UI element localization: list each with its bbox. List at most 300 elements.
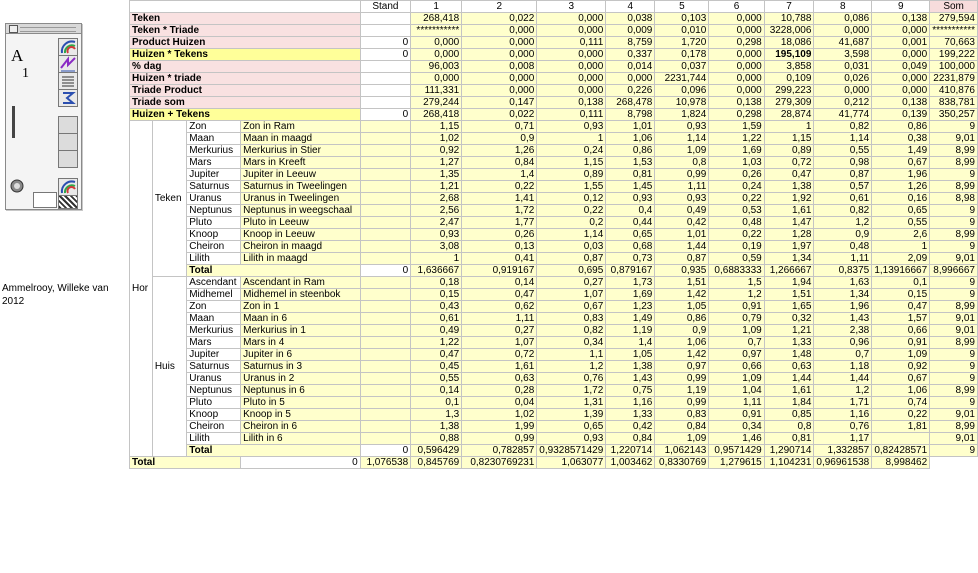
sigma-tool-icon[interactable] bbox=[58, 89, 78, 107]
value-cell[interactable]: 3,598 bbox=[814, 49, 872, 61]
value-cell[interactable]: 279,244 bbox=[411, 97, 462, 109]
placement-desc[interactable]: Knoop in Leeuw bbox=[241, 229, 360, 241]
value-cell[interactable]: 1,11 bbox=[655, 181, 709, 193]
value-cell[interactable]: 0,68 bbox=[606, 241, 655, 253]
value-cell[interactable]: 1,43 bbox=[606, 373, 655, 385]
value-cell[interactable]: 0,026 bbox=[814, 73, 872, 85]
value-cell[interactable]: 0,009 bbox=[606, 25, 655, 37]
value-cell[interactable]: 0,92 bbox=[411, 145, 462, 157]
value-cell[interactable]: 0,000 bbox=[709, 13, 764, 25]
value-cell[interactable]: 0,1 bbox=[411, 397, 462, 409]
placement-desc[interactable]: Mars in Kreeft bbox=[241, 157, 360, 169]
value-cell[interactable]: 0,000 bbox=[462, 85, 537, 97]
value-cell[interactable]: 10,978 bbox=[655, 97, 709, 109]
value-cell[interactable]: 0,15 bbox=[411, 289, 462, 301]
value-cell[interactable]: 0,87 bbox=[814, 169, 872, 181]
color-arc-icon[interactable] bbox=[58, 178, 78, 196]
value-cell[interactable]: 3,08 bbox=[411, 241, 462, 253]
value-cell[interactable]: 1 bbox=[872, 241, 930, 253]
value-cell[interactable]: 0,22 bbox=[537, 205, 606, 217]
value-cell[interactable]: 0,16 bbox=[872, 193, 930, 205]
value-cell[interactable]: 41,687 bbox=[814, 37, 872, 49]
value-cell[interactable]: 0,65 bbox=[606, 229, 655, 241]
value-cell[interactable]: 1,16 bbox=[814, 409, 872, 421]
value-cell[interactable]: 0,48 bbox=[814, 241, 872, 253]
blank-tool-icon-2[interactable] bbox=[58, 133, 78, 151]
value-cell[interactable]: 0,84 bbox=[655, 421, 709, 433]
stand-cell[interactable]: 0 bbox=[360, 37, 411, 49]
value-cell[interactable]: 0,79 bbox=[709, 313, 764, 325]
value-cell[interactable]: 0,147 bbox=[462, 97, 537, 109]
value-cell[interactable]: 0,87 bbox=[537, 253, 606, 265]
tool-palette[interactable] bbox=[5, 23, 82, 210]
value-cell[interactable]: 0,53 bbox=[709, 205, 764, 217]
value-cell[interactable]: 0,13 bbox=[462, 241, 537, 253]
value-cell[interactable]: 1,2 bbox=[814, 217, 872, 229]
som-cell[interactable]: 9 bbox=[930, 217, 978, 229]
value-cell[interactable]: 1,84 bbox=[764, 397, 814, 409]
stand-cell[interactable] bbox=[360, 361, 411, 373]
placement-desc[interactable]: Merkurius in 1 bbox=[241, 325, 360, 337]
stand-cell[interactable] bbox=[360, 121, 411, 133]
value-cell[interactable]: 1,11 bbox=[709, 397, 764, 409]
stand-cell[interactable] bbox=[360, 289, 411, 301]
value-cell[interactable]: 0,47 bbox=[462, 289, 537, 301]
value-cell[interactable]: 1 bbox=[537, 133, 606, 145]
value-cell[interactable]: 1,42 bbox=[655, 289, 709, 301]
value-cell[interactable]: 0,010 bbox=[655, 25, 709, 37]
stand-cell[interactable] bbox=[360, 337, 411, 349]
value-cell[interactable]: 0,57 bbox=[814, 181, 872, 193]
placement-desc[interactable]: Jupiter in 6 bbox=[241, 349, 360, 361]
value-cell[interactable]: 0,014 bbox=[606, 61, 655, 73]
value-cell[interactable]: 1,44 bbox=[814, 373, 872, 385]
som-cell[interactable]: 410,876 bbox=[930, 85, 978, 97]
stand-cell[interactable] bbox=[360, 409, 411, 421]
value-cell[interactable]: 0,61 bbox=[411, 313, 462, 325]
value-cell[interactable]: 0,72 bbox=[462, 349, 537, 361]
som-cell[interactable]: 838,781 bbox=[930, 97, 978, 109]
value-cell[interactable]: 0,91 bbox=[709, 301, 764, 313]
value-cell[interactable]: 0,34 bbox=[709, 421, 764, 433]
value-cell[interactable]: 0,000 bbox=[872, 25, 930, 37]
value-cell[interactable]: 1,51 bbox=[764, 289, 814, 301]
som-cell[interactable]: 9 bbox=[930, 169, 978, 181]
value-cell[interactable]: 1,69 bbox=[606, 289, 655, 301]
som-cell[interactable]: 9 bbox=[930, 241, 978, 253]
value-cell[interactable]: 0,86 bbox=[872, 121, 930, 133]
value-cell[interactable]: 1,07 bbox=[462, 337, 537, 349]
value-cell[interactable]: 0,000 bbox=[537, 61, 606, 73]
som-cell[interactable]: 9 bbox=[930, 121, 978, 133]
value-cell[interactable]: 0,71 bbox=[462, 121, 537, 133]
blank-tool-icon-3[interactable] bbox=[58, 150, 78, 168]
value-cell[interactable]: 0,47 bbox=[872, 301, 930, 313]
som-cell[interactable]: 8,99 bbox=[930, 181, 978, 193]
value-cell[interactable]: 0,48 bbox=[709, 217, 764, 229]
stand-cell[interactable] bbox=[360, 433, 411, 445]
value-cell[interactable]: 0,81 bbox=[606, 169, 655, 181]
value-cell[interactable]: 1,59 bbox=[709, 121, 764, 133]
som-cell[interactable]: 9,01 bbox=[930, 325, 978, 337]
value-cell[interactable]: 0,26 bbox=[709, 169, 764, 181]
value-cell[interactable]: 0,000 bbox=[411, 73, 462, 85]
value-cell[interactable]: 1,49 bbox=[872, 145, 930, 157]
stand-cell[interactable] bbox=[360, 253, 411, 265]
value-cell[interactable]: 8,759 bbox=[606, 37, 655, 49]
value-cell[interactable]: 0,93 bbox=[411, 229, 462, 241]
value-cell[interactable]: 1,28 bbox=[764, 229, 814, 241]
placement-desc[interactable]: Saturnus in Tweelingen bbox=[241, 181, 360, 193]
placement-desc[interactable]: Jupiter in Leeuw bbox=[241, 169, 360, 181]
value-cell[interactable]: 0,000 bbox=[872, 49, 930, 61]
value-cell[interactable]: 1,57 bbox=[872, 313, 930, 325]
value-cell[interactable]: 0,24 bbox=[537, 145, 606, 157]
value-cell[interactable]: 0,81 bbox=[764, 433, 814, 445]
value-cell[interactable]: 0,138 bbox=[709, 97, 764, 109]
text-tool-icon[interactable]: A bbox=[11, 46, 24, 65]
value-cell[interactable]: 1 bbox=[411, 253, 462, 265]
value-cell[interactable]: 0,96 bbox=[814, 337, 872, 349]
value-cell[interactable]: 28,874 bbox=[764, 109, 814, 121]
value-cell[interactable]: 0,55 bbox=[814, 145, 872, 157]
value-cell[interactable]: 0,47 bbox=[411, 349, 462, 361]
value-cell[interactable]: 1,3 bbox=[411, 409, 462, 421]
palette-drag-handle[interactable] bbox=[20, 27, 76, 32]
stand-cell[interactable] bbox=[360, 313, 411, 325]
value-cell[interactable]: 1,23 bbox=[606, 301, 655, 313]
stand-cell[interactable] bbox=[360, 181, 411, 193]
value-cell[interactable]: 0,97 bbox=[655, 361, 709, 373]
value-cell[interactable]: 0,82 bbox=[814, 121, 872, 133]
value-cell[interactable]: 1,46 bbox=[709, 433, 764, 445]
value-cell[interactable]: 1,720 bbox=[655, 37, 709, 49]
value-cell[interactable]: 0,93 bbox=[606, 193, 655, 205]
value-cell[interactable]: 1,71 bbox=[814, 397, 872, 409]
stand-cell[interactable] bbox=[360, 145, 411, 157]
value-cell[interactable]: 0,031 bbox=[814, 61, 872, 73]
placement-desc[interactable]: Neptunus in weegschaal bbox=[241, 205, 360, 217]
value-cell[interactable]: 1,04 bbox=[709, 385, 764, 397]
value-cell[interactable]: 0,83 bbox=[655, 409, 709, 421]
value-cell[interactable]: 0,82 bbox=[814, 205, 872, 217]
value-cell[interactable]: 0,22 bbox=[872, 409, 930, 421]
value-cell[interactable]: 1,69 bbox=[709, 145, 764, 157]
value-cell[interactable]: 1,72 bbox=[462, 205, 537, 217]
value-cell[interactable]: 0,18 bbox=[411, 277, 462, 289]
stand-cell[interactable] bbox=[360, 61, 411, 73]
value-cell[interactable]: 0,226 bbox=[606, 85, 655, 97]
stand-cell[interactable] bbox=[360, 217, 411, 229]
value-cell[interactable]: 3,858 bbox=[764, 61, 814, 73]
value-cell[interactable]: 1,96 bbox=[872, 169, 930, 181]
value-cell[interactable]: 0,14 bbox=[462, 277, 537, 289]
value-cell[interactable]: 1,55 bbox=[537, 181, 606, 193]
value-cell[interactable]: 1,63 bbox=[814, 277, 872, 289]
value-cell[interactable]: 0,037 bbox=[655, 61, 709, 73]
value-cell[interactable]: 0,000 bbox=[872, 73, 930, 85]
value-cell[interactable]: 0,109 bbox=[764, 73, 814, 85]
value-cell[interactable]: 0,111 bbox=[537, 37, 606, 49]
value-cell[interactable]: 1,14 bbox=[814, 133, 872, 145]
value-cell[interactable]: 0,9 bbox=[462, 133, 537, 145]
value-cell[interactable]: 1,31 bbox=[537, 397, 606, 409]
value-cell[interactable]: 0,9 bbox=[814, 229, 872, 241]
value-cell[interactable]: 2,56 bbox=[411, 205, 462, 217]
fill-bucket-icon[interactable] bbox=[9, 178, 29, 197]
stand-cell[interactable]: 0 bbox=[360, 109, 411, 121]
value-cell[interactable]: 0,93 bbox=[537, 121, 606, 133]
value-cell[interactable]: 1,09 bbox=[709, 325, 764, 337]
value-cell[interactable]: 1 bbox=[764, 121, 814, 133]
value-cell[interactable]: 1,5 bbox=[709, 277, 764, 289]
value-cell[interactable]: 1,21 bbox=[764, 325, 814, 337]
value-cell[interactable]: 0,67 bbox=[872, 373, 930, 385]
value-cell[interactable]: 268,418 bbox=[411, 109, 462, 121]
som-cell[interactable]: 8,98 bbox=[930, 193, 978, 205]
value-cell[interactable]: 0,022 bbox=[462, 109, 537, 121]
value-cell[interactable]: 1,02 bbox=[462, 409, 537, 421]
value-cell[interactable]: 0,66 bbox=[709, 361, 764, 373]
hatch-pattern-icon[interactable] bbox=[58, 195, 78, 209]
stand-cell[interactable] bbox=[360, 25, 411, 37]
value-cell[interactable]: 0,34 bbox=[537, 337, 606, 349]
placement-desc[interactable]: Pluto in Leeuw bbox=[241, 217, 360, 229]
value-cell[interactable]: 1,34 bbox=[764, 253, 814, 265]
pen-tool-icon[interactable] bbox=[12, 106, 15, 138]
placement-desc[interactable]: Maan in maagd bbox=[241, 133, 360, 145]
value-cell[interactable]: 0,72 bbox=[764, 157, 814, 169]
value-cell[interactable]: 0,000 bbox=[411, 37, 462, 49]
value-cell[interactable]: 0,03 bbox=[537, 241, 606, 253]
value-cell[interactable]: 1,73 bbox=[606, 277, 655, 289]
value-cell[interactable]: 1,15 bbox=[764, 133, 814, 145]
value-cell[interactable]: 1,22 bbox=[411, 337, 462, 349]
value-cell[interactable]: 1,51 bbox=[655, 277, 709, 289]
value-cell[interactable]: 0,000 bbox=[709, 85, 764, 97]
lines-tool-icon[interactable] bbox=[58, 72, 78, 90]
value-cell[interactable]: 1,06 bbox=[655, 337, 709, 349]
stand-cell[interactable] bbox=[360, 169, 411, 181]
value-cell[interactable]: 0,000 bbox=[709, 73, 764, 85]
value-cell[interactable]: 0,62 bbox=[462, 301, 537, 313]
value-cell[interactable]: 0,7 bbox=[709, 337, 764, 349]
value-cell[interactable]: 0,000 bbox=[709, 61, 764, 73]
value-cell[interactable]: 1,15 bbox=[411, 121, 462, 133]
value-cell[interactable]: 0,49 bbox=[411, 325, 462, 337]
som-cell[interactable]: 9,01 bbox=[930, 433, 978, 445]
value-cell[interactable]: 1,53 bbox=[606, 157, 655, 169]
value-cell[interactable]: 1,02 bbox=[411, 133, 462, 145]
value-cell[interactable]: 1,2 bbox=[709, 289, 764, 301]
value-cell[interactable]: 0,8 bbox=[764, 421, 814, 433]
value-cell[interactable]: 0,42 bbox=[655, 217, 709, 229]
value-cell[interactable]: 1,61 bbox=[462, 361, 537, 373]
placement-desc[interactable]: Neptunus in 6 bbox=[241, 385, 360, 397]
som-cell[interactable]: 279,594 bbox=[930, 13, 978, 25]
value-cell[interactable]: 0,47 bbox=[764, 169, 814, 181]
value-cell[interactable]: 1,09 bbox=[709, 373, 764, 385]
value-cell[interactable]: 1,26 bbox=[462, 145, 537, 157]
placement-desc[interactable]: Uranus in Tweelingen bbox=[241, 193, 360, 205]
placement-desc[interactable]: Ascendant in Ram bbox=[241, 277, 360, 289]
value-cell[interactable]: 2,68 bbox=[411, 193, 462, 205]
value-cell[interactable]: 96,003 bbox=[411, 61, 462, 73]
value-cell[interactable]: 0,93 bbox=[655, 193, 709, 205]
value-cell[interactable]: 1,4 bbox=[606, 337, 655, 349]
value-cell[interactable]: 1,07 bbox=[537, 289, 606, 301]
value-cell[interactable]: 0,67 bbox=[537, 301, 606, 313]
value-cell[interactable]: 1,17 bbox=[814, 433, 872, 445]
value-cell[interactable]: 41,774 bbox=[814, 109, 872, 121]
value-cell[interactable]: 0,139 bbox=[872, 109, 930, 121]
value-cell[interactable]: 0,89 bbox=[764, 145, 814, 157]
value-cell[interactable]: *********** bbox=[411, 25, 462, 37]
value-cell[interactable]: 0,22 bbox=[709, 229, 764, 241]
stand-cell[interactable] bbox=[360, 277, 411, 289]
value-cell[interactable]: 0,000 bbox=[814, 25, 872, 37]
value-cell[interactable]: 0,26 bbox=[462, 229, 537, 241]
value-cell[interactable]: 0,000 bbox=[537, 85, 606, 97]
value-cell[interactable]: 0,65 bbox=[537, 421, 606, 433]
value-cell[interactable]: 0,000 bbox=[462, 37, 537, 49]
placement-desc[interactable]: Saturnus in 3 bbox=[241, 361, 360, 373]
value-cell[interactable]: 0,337 bbox=[606, 49, 655, 61]
value-cell[interactable]: 1,99 bbox=[462, 421, 537, 433]
value-cell[interactable]: 1,38 bbox=[411, 421, 462, 433]
value-cell[interactable]: 0,86 bbox=[606, 145, 655, 157]
value-cell[interactable]: 0,85 bbox=[764, 409, 814, 421]
value-cell[interactable]: 1,38 bbox=[764, 181, 814, 193]
stand-cell[interactable] bbox=[360, 97, 411, 109]
placement-desc[interactable]: Zon in 1 bbox=[241, 301, 360, 313]
stand-cell[interactable] bbox=[360, 229, 411, 241]
stand-cell[interactable] bbox=[360, 421, 411, 433]
value-cell[interactable]: 0,24 bbox=[709, 181, 764, 193]
foreground-color-swatch[interactable] bbox=[33, 192, 57, 208]
value-cell[interactable]: 1,15 bbox=[537, 157, 606, 169]
stand-cell[interactable] bbox=[360, 349, 411, 361]
value-cell[interactable]: 1,2 bbox=[814, 385, 872, 397]
value-cell[interactable]: 1,1 bbox=[537, 349, 606, 361]
value-cell[interactable]: 0,27 bbox=[537, 277, 606, 289]
value-cell[interactable]: 0,000 bbox=[709, 25, 764, 37]
value-cell[interactable]: 1,96 bbox=[814, 301, 872, 313]
value-cell[interactable]: 0,000 bbox=[537, 73, 606, 85]
value-cell[interactable]: 0,76 bbox=[537, 373, 606, 385]
value-cell[interactable]: 1,42 bbox=[655, 349, 709, 361]
value-cell[interactable]: 0,022 bbox=[462, 13, 537, 25]
value-cell[interactable]: 0,66 bbox=[872, 325, 930, 337]
value-cell[interactable]: 1,16 bbox=[606, 397, 655, 409]
value-cell[interactable]: 2231,744 bbox=[655, 73, 709, 85]
value-cell[interactable]: 1,09 bbox=[655, 433, 709, 445]
stand-cell[interactable]: 0 bbox=[360, 49, 411, 61]
value-cell[interactable]: 0,59 bbox=[709, 253, 764, 265]
som-cell[interactable]: 9 bbox=[930, 361, 978, 373]
value-cell[interactable]: 1,49 bbox=[606, 313, 655, 325]
value-cell[interactable]: 1,39 bbox=[537, 409, 606, 421]
value-cell[interactable]: 1,22 bbox=[709, 133, 764, 145]
value-cell[interactable]: 0,001 bbox=[872, 37, 930, 49]
value-cell[interactable]: 0,4 bbox=[606, 205, 655, 217]
placement-desc[interactable]: Zon in Ram bbox=[241, 121, 360, 133]
value-cell[interactable]: 0,99 bbox=[462, 433, 537, 445]
value-cell[interactable]: 0,74 bbox=[872, 397, 930, 409]
value-cell[interactable]: 1,05 bbox=[655, 301, 709, 313]
value-cell[interactable]: 1,27 bbox=[411, 157, 462, 169]
value-cell[interactable]: 1,44 bbox=[655, 241, 709, 253]
value-cell[interactable]: 1,05 bbox=[606, 349, 655, 361]
som-cell[interactable]: 2231,879 bbox=[930, 73, 978, 85]
value-cell[interactable]: 0,88 bbox=[411, 433, 462, 445]
value-cell[interactable]: 1,824 bbox=[655, 109, 709, 121]
value-cell[interactable]: 10,788 bbox=[764, 13, 814, 25]
som-cell[interactable]: 8,99 bbox=[930, 301, 978, 313]
arc-tool-icon[interactable] bbox=[58, 38, 78, 56]
value-cell[interactable]: 0,92 bbox=[872, 361, 930, 373]
value-cell[interactable]: 0,98 bbox=[814, 157, 872, 169]
value-cell[interactable]: 299,223 bbox=[764, 85, 814, 97]
value-cell[interactable]: 0,28 bbox=[462, 385, 537, 397]
stand-cell[interactable] bbox=[360, 133, 411, 145]
placement-desc[interactable]: Cheiron in 6 bbox=[241, 421, 360, 433]
value-cell[interactable]: 1,19 bbox=[606, 325, 655, 337]
pattern-tool-icon[interactable] bbox=[58, 55, 78, 73]
value-cell[interactable]: 8,798 bbox=[606, 109, 655, 121]
value-cell[interactable]: 268,418 bbox=[411, 13, 462, 25]
value-cell[interactable]: 0,63 bbox=[764, 361, 814, 373]
value-cell[interactable]: 0,000 bbox=[462, 73, 537, 85]
value-cell[interactable]: 2,38 bbox=[814, 325, 872, 337]
value-cell[interactable]: 0,298 bbox=[709, 37, 764, 49]
value-cell[interactable]: 0,138 bbox=[872, 13, 930, 25]
palette-close-icon[interactable] bbox=[9, 25, 18, 33]
value-cell[interactable]: 0,82 bbox=[537, 325, 606, 337]
stand-cell[interactable] bbox=[360, 205, 411, 217]
value-cell[interactable]: 0,15 bbox=[872, 289, 930, 301]
som-cell[interactable]: 8,99 bbox=[930, 145, 978, 157]
value-cell[interactable]: 0,2 bbox=[537, 217, 606, 229]
value-cell[interactable] bbox=[872, 433, 930, 445]
stand-cell[interactable] bbox=[360, 73, 411, 85]
value-cell[interactable]: 0,000 bbox=[537, 13, 606, 25]
value-cell[interactable]: 1,06 bbox=[606, 133, 655, 145]
value-cell[interactable]: 0,103 bbox=[655, 13, 709, 25]
palette-titlebar[interactable] bbox=[6, 24, 81, 34]
value-cell[interactable]: 1,33 bbox=[606, 409, 655, 421]
placement-desc[interactable]: Lilith in maagd bbox=[241, 253, 360, 265]
value-cell[interactable]: 0,1 bbox=[872, 277, 930, 289]
som-cell[interactable]: 9,01 bbox=[930, 253, 978, 265]
value-cell[interactable]: 1,77 bbox=[462, 217, 537, 229]
value-cell[interactable]: 0,93 bbox=[655, 121, 709, 133]
som-cell[interactable]: 9,01 bbox=[930, 133, 978, 145]
value-cell[interactable]: 0,91 bbox=[872, 337, 930, 349]
number-tool-icon[interactable]: 1 bbox=[22, 66, 29, 81]
value-cell[interactable]: 0,41 bbox=[462, 253, 537, 265]
value-cell[interactable]: 0,000 bbox=[872, 85, 930, 97]
value-cell[interactable]: 0,22 bbox=[709, 193, 764, 205]
value-cell[interactable]: 1,81 bbox=[872, 421, 930, 433]
value-cell[interactable]: 0,000 bbox=[462, 49, 537, 61]
value-cell[interactable]: 1,09 bbox=[655, 145, 709, 157]
value-cell[interactable]: 0,000 bbox=[606, 73, 655, 85]
value-cell[interactable]: 1,61 bbox=[764, 385, 814, 397]
value-cell[interactable]: 1,01 bbox=[606, 121, 655, 133]
value-cell[interactable]: 0,038 bbox=[606, 13, 655, 25]
value-cell[interactable]: 1,33 bbox=[764, 337, 814, 349]
